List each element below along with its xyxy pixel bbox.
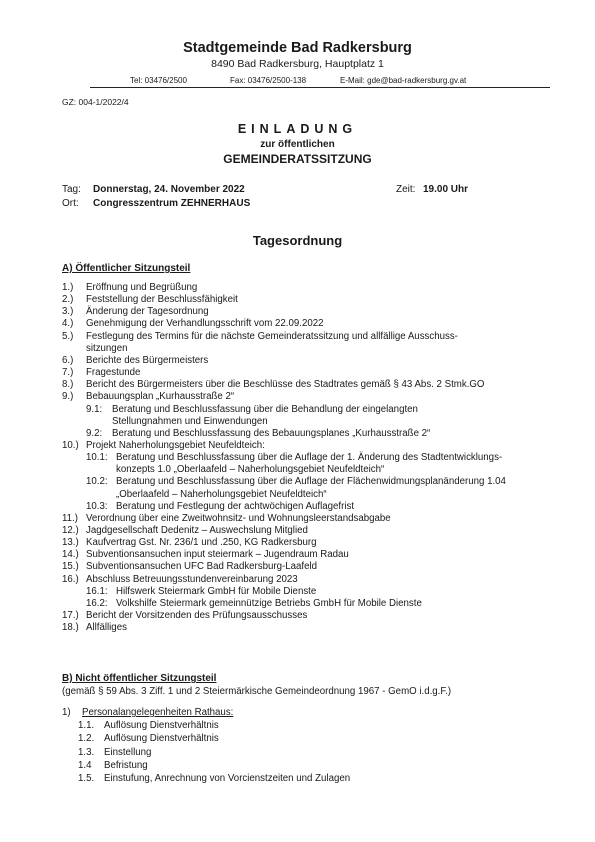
agenda-item — [86, 452, 502, 464]
agenda-item — [62, 367, 140, 379]
agenda-item — [62, 574, 298, 586]
agenda-item-number: 10.1: — [86, 452, 108, 464]
agenda-item-number: 8.) — [62, 379, 74, 391]
phone-number: Tel: 03476/2500 — [130, 76, 187, 85]
agenda-item-number: 1.) — [62, 282, 74, 293]
personnel-item-number: 1.2. — [78, 733, 95, 745]
agenda-item-text: Subventionsansuchen UFC Bad Radkersburg-Laafeld — [86, 561, 318, 573]
fax-number: Fax: 03476/2500-138 — [230, 76, 307, 85]
agenda-item-text: Beratung und Beschlussfassung über die Auflage der Flächenwidmungsplanänderung 1.04 — [116, 476, 506, 488]
time-label: Zeit: — [396, 184, 416, 195]
agenda-item — [62, 561, 317, 573]
personnel-item — [78, 773, 350, 785]
agenda-item — [86, 404, 418, 416]
organization-address: 8490 Bad Radkersburg, Hauptplatz 1 — [211, 58, 384, 70]
agenda-item — [62, 318, 324, 330]
organization-title: Stadtgemeinde Bad Radkersburg — [183, 40, 412, 56]
agenda-item — [62, 391, 234, 403]
personnel-item-text: Befristung — [104, 759, 148, 771]
personnel-item-number: 1.1. — [78, 720, 95, 731]
document-subtitle: zur öffentlichen — [260, 139, 335, 150]
agenda-item-number: 16.) — [62, 573, 79, 585]
personnel-item-number: 1.4 — [78, 759, 92, 771]
agenda-item-text: Beratung und Beschlussfassung des Bebauungsplanes „Kurhausstraße 2“ — [112, 427, 431, 439]
personnel-item-number: 1.3. — [78, 746, 95, 758]
agenda-item-text: Abschluss Betreuungsstundenvereinbarung 2023 — [86, 573, 298, 585]
agenda-item-number: 18.) — [62, 622, 79, 634]
personnel-item — [78, 747, 151, 759]
personnel-item-text: Einstufung, Anrechnung von Vorcienstzeiten und Zulagen — [104, 773, 351, 785]
personnel-item-number: 1.5. — [78, 773, 95, 785]
agenda-item-number: 12.) — [62, 525, 79, 536]
agenda-item-number: 5.) — [62, 330, 74, 342]
agenda-item-text: „Oberlaafeld – Naherholungsgebiet Neufeldteich“ — [116, 488, 327, 500]
section-b-heading: B) Nicht öffentlicher Sitzungsteil — [62, 673, 217, 684]
document-title: EINLADUNG — [237, 122, 358, 136]
agenda-item-number: 17.) — [62, 610, 79, 622]
agenda-item-number: 9.1: — [86, 403, 103, 415]
agenda-item-text: Bericht des Bürgermeisters über die Beschlüsse des Stadtrates gemäß § 43 Abs. 2 Stmk.GO — [86, 379, 485, 391]
location-label: Ort: — [62, 198, 79, 209]
personnel-item-text: Einstellung — [104, 746, 152, 758]
agenda-item — [86, 489, 327, 501]
location-value: Congresszentrum ZEHNERHAUS — [93, 198, 251, 209]
agenda-item-number: 11.) — [62, 512, 78, 524]
agenda-item-text: Beratung und Beschlussfassung über die Auflage der 1. Änderung des Stadtentwicklungs- — [116, 452, 503, 464]
personnel-item — [78, 720, 219, 732]
agenda-item — [62, 379, 484, 391]
agenda-item — [86, 586, 316, 598]
agenda-item-number: 14.) — [62, 549, 79, 561]
agenda-title: Tagesordnung — [252, 233, 343, 248]
agenda-item-text: Fragestunde — [86, 367, 141, 379]
agenda-item-number: 9.) — [62, 391, 74, 403]
agenda-item-text: Subventionsansuchen input steiermark – Jugendraum Radau — [86, 549, 349, 561]
section-b-note: (gemäß § 59 Abs. 3 Ziff. 1 und 2 Steiermärkische Gemeindeordnung 1967 - GemO i.d.g.F.) — [62, 686, 452, 697]
group-title: Personalangelegenheiten Rathaus: — [82, 707, 234, 718]
agenda-item-text: sitzungen — [86, 342, 128, 354]
agenda-item — [62, 537, 316, 549]
agenda-item-text: Eröffnung und Begrüßung — [86, 282, 198, 293]
time-value: 19.00 Uhr — [423, 184, 469, 195]
agenda-item-number: 10.3: — [86, 500, 108, 512]
agenda-item-text: Feststellung der Beschlussfähigkeit — [86, 294, 238, 306]
meeting-title: GEMEINDERATSSITZUNG — [223, 152, 372, 166]
agenda-item — [62, 622, 127, 634]
section-a-heading: A) Öffentlicher Sitzungsteil — [62, 263, 191, 274]
agenda-item-number: 16.2: — [86, 597, 108, 609]
agenda-item-number: 2.) — [62, 294, 74, 306]
agenda-item — [86, 428, 430, 440]
agenda-item-number: 13.) — [62, 537, 79, 549]
agenda-item-number: 10.2: — [86, 476, 108, 488]
agenda-item-number: 6.) — [62, 354, 74, 366]
agenda-item-text: Volkshilfe Steiermark gemeinnützige Betriebs GmbH für Mobile Dienste — [116, 597, 422, 609]
agenda-item-number: 15.) — [62, 561, 79, 573]
agenda-item-text: Berichte des Bürgermeisters — [86, 354, 209, 366]
agenda-item-text: Änderung der Tagesordnung — [86, 306, 209, 318]
agenda-item-text: Bebauungsplan „Kurhausstraße 2“ — [86, 391, 235, 403]
personnel-item-text: Auflösung Dienstverhältnis — [104, 733, 219, 745]
personnel-item — [78, 733, 219, 745]
agenda-item-text: Bericht der Vorsitzenden des Prüfungsausschusses — [86, 610, 308, 622]
group-number: 1) — [62, 707, 71, 718]
agenda-item-number: 3.) — [62, 306, 74, 318]
email-address: E-Mail: gde@bad-radkersburg.gv.at — [340, 76, 467, 85]
agenda-item-number: 10.) — [62, 439, 79, 451]
agenda-item-number: 16.1: — [86, 585, 108, 597]
agenda-item — [62, 525, 308, 537]
agenda-item-text: Genehmigung der Verhandlungsschrift vom 22.09.2022 — [86, 318, 324, 330]
agenda-item-number: 9.2: — [86, 427, 103, 439]
date-label: Tag: — [62, 184, 81, 195]
agenda-item — [62, 294, 238, 306]
agenda-item-text: Hilfswerk Steiermark GmbH für Mobile Dienste — [116, 585, 317, 597]
agenda-item — [86, 476, 506, 488]
agenda-item — [62, 513, 391, 525]
agenda-item — [86, 501, 354, 513]
agenda-item-number: 4.) — [62, 318, 74, 330]
agenda-item — [62, 306, 209, 318]
agenda-item — [62, 549, 349, 561]
agenda-item-text: Beratung und Festlegung der achtwöchigen Auflagefrist — [116, 500, 355, 512]
personnel-item-text: Auflösung Dienstverhältnis — [104, 720, 219, 731]
agenda-item-text: Beratung und Beschlussfassung über die Behandlung der eingelangten — [112, 403, 418, 415]
header-divider — [90, 87, 550, 88]
agenda-item — [62, 440, 265, 452]
agenda-item-text: Stellungnahmen und Einwendungen — [112, 415, 268, 427]
agenda-item — [86, 416, 268, 428]
agenda-item — [62, 343, 127, 355]
agenda-item — [62, 331, 458, 343]
agenda-item — [86, 464, 384, 476]
agenda-item-text: Verordnung über eine Zweitwohnsitz- und Wohnungsleerstandsabgabe — [86, 512, 391, 524]
agenda-item — [62, 610, 307, 622]
personnel-item — [78, 760, 148, 772]
agenda-item-text: Kaufvertrag Gst. Nr. 236/1 und .250, KG Radkersburg — [86, 537, 317, 549]
agenda-item — [62, 282, 197, 294]
agenda-item-text: konzepts 1.0 „Oberlaafeld – Naherholungsgebiet Neufeldteich“ — [116, 464, 385, 476]
agenda-item-text: Projekt Naherholungsgebiet Neufeldteich: — [86, 439, 265, 451]
agenda-item — [86, 598, 422, 610]
agenda-item — [62, 355, 208, 367]
reference-number: GZ: 004-1/2022/4 — [62, 97, 129, 107]
agenda-item-text: Festlegung des Termins für die nächste Gemeinderatssitzung und allfällige Ausschuss- — [86, 330, 458, 342]
agenda-item-number: 7.) — [62, 367, 74, 379]
agenda-item-text: Jagdgesellschaft Dedenitz – Auswechslung Mitglied — [86, 525, 308, 536]
date-value: Donnerstag, 24. November 2022 — [93, 184, 245, 195]
agenda-item-text: Allfälliges — [86, 622, 127, 634]
